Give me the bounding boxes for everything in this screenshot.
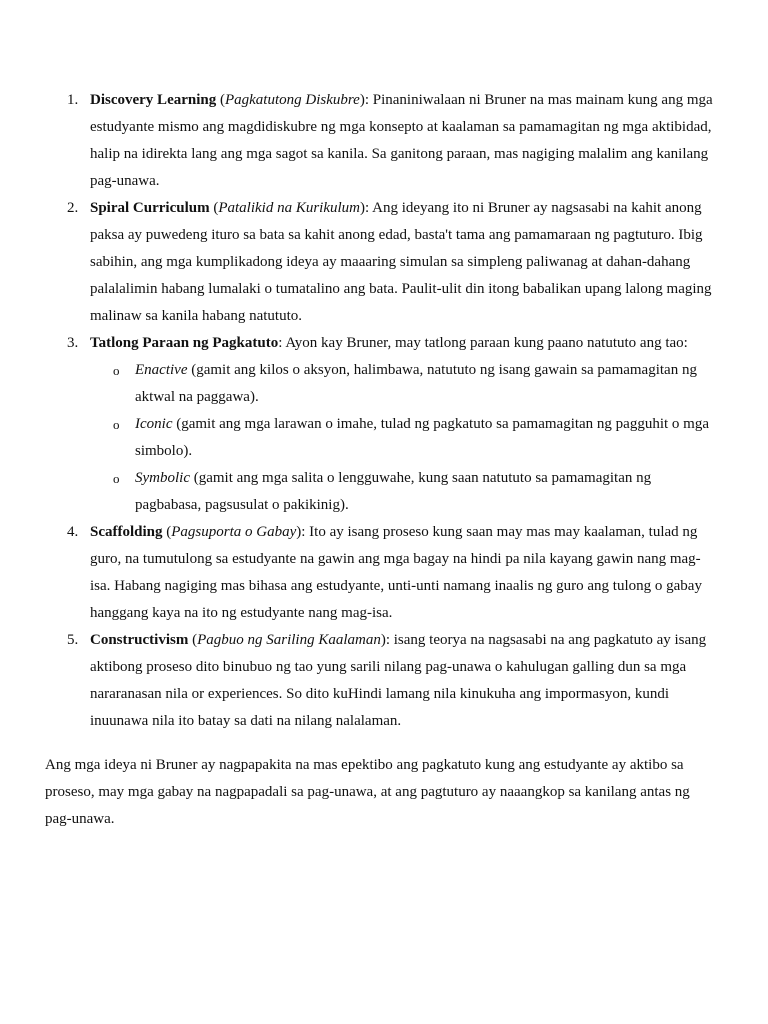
term-description: : Ayon kay Bruner, may tatlong paraan kung paano natututo ang tao: [278,335,688,351]
list-item-spiral-curriculum [45,195,720,330]
document-page [45,87,720,833]
paren-open: ( [216,92,225,108]
bruner-concepts-list [45,87,720,735]
term-title: Scaffolding [90,524,163,540]
mode-name: Enactive [135,362,188,378]
sub-item-enactive [90,357,720,411]
mode-name: Symbolic [135,470,190,486]
bullet-icon: o [113,363,120,378]
list-item-constructivism [45,627,720,735]
paren-open: ( [209,200,219,216]
mode-name: Iconic [135,416,173,432]
term-translation: Patalikid na Kurikulum [218,200,361,216]
paren-open: ( [188,632,198,648]
list-number: 3. [67,335,79,351]
paren-close: ) [359,92,365,108]
paren-close: ) [380,632,386,648]
list-item-tatlong-paraan [45,330,720,519]
list-number: 4. [67,524,79,540]
sub-item-symbolic [90,465,720,519]
list-number: 5. [67,632,79,648]
term-title: Spiral Curriculum [90,200,210,216]
term-description: : Ang ideyang ito ni Bruner ay nagsasabi na kahit anong paksa ay puwedeng ituro sa bata sa kahit anong edad, basta't tama ang pamamaraan ng pagtuturo. Ibig sabihin, ang mga kumplikadong ideya ay maaaring simulan sa simpleng paliwanag at dahan-dahang palalalimin habang lumalaki o tumatalino ang bata. Paulit-ulit din itong babalikan upang lalong maging malinaw sa kanila habang natututo. [90,200,712,324]
term-title: Tatlong Paraan ng Pagkatuto [90,335,279,351]
term-translation: Pagkatutong Diskubre [224,92,360,108]
bullet-icon: o [113,417,120,432]
term-description: : Pinaniniwalaan ni Bruner na mas mainam kung ang mga estudyante mismo ang magdidiskubre ng mga konsepto at kaalaman sa pamamagitan ng mga aktibidad, halip na idirekta lang ang mga sagot sa kanila. Sa ganitong paraan, mas nagiging malalim ang kanilang pag-unawa. [90,92,713,189]
closing-paragraph: Ang mga ideya ni Bruner ay nagpapakita na mas epektibo ang pagkatuto kung ang estudyante ay aktibo sa proseso, may mga gabay na nagpapadali sa pag-unawa, at ang pagtuturo ay naaangkop sa kanilang antas ng pag-unawa. [45,757,690,827]
paren-open: ( [162,524,172,540]
mode-description: (gamit ang mga salita o lengguwahe, kung saan natututo sa pamamagitan ng pagbabasa, pagsusulat o pakikinig). [135,470,652,513]
term-translation: Pagsuporta o Gabay [171,524,297,540]
term-description: : Ito ay isang proseso kung saan may mas may kaalaman, tulad ng guro, na tumutulong sa estudyante na gawin ang mga bagay na hindi pa nila kayang gawin nang mag-isa. Habang nagiging mas bihasa ang estudyante, unti-unti namang inaalis ng guro ang tulong o gabay hanggang kaya na ito ng estudyante nang mag-isa. [90,524,702,621]
mode-description: (gamit ang kilos o aksyon, halimbawa, natututo ng isang gawain sa pamamagitan ng aktwal na paggawa). [135,362,697,405]
sub-item-iconic [90,411,720,465]
list-item-scaffolding [45,519,720,627]
term-title: Discovery Learning [90,92,217,108]
paren-close: ) [360,200,366,216]
list-number: 1. [67,92,79,108]
learning-modes-list [90,357,720,519]
list-number: 2. [67,200,79,216]
mode-description: (gamit ang mga larawan o imahe, tulad ng pagkatuto sa pamamagitan ng pagguhit o mga simbolo). [135,416,709,459]
list-item-discovery-learning [45,87,720,195]
bullet-icon: o [113,471,120,486]
term-description: : isang teorya na nagsasabi na ang pagkatuto ay isang aktibong proseso dito binubuo ng tao yung sarili nilang pag-unawa o kahulugan galling dun sa mga nararanasan nila or experiences. So dito kuHindi lamang nila kinukuha ang impormasyon, kundi inuunawa nila ito batay sa dati na nilang nalalaman. [90,632,707,729]
paren-close: ) [296,524,302,540]
term-translation: Pagbuo ng Sariling Kaalaman [197,632,381,648]
term-title: Constructivism [90,632,189,648]
